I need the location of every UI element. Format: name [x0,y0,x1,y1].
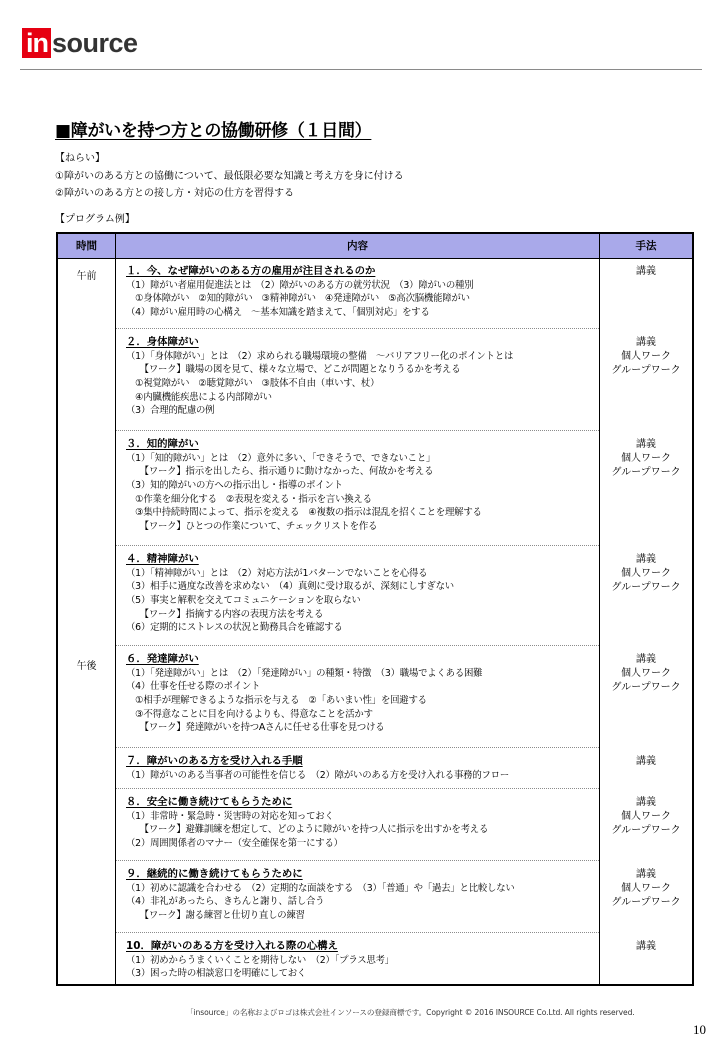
time-am: 午前 [76,271,97,282]
method-item: 個人ワーク [621,811,671,822]
header-divider [20,69,702,70]
section-line: 【ワーク】指摘する内容の表現方法を考える [126,608,324,620]
section-methods [600,553,692,595]
insource-logo [22,28,138,58]
aim-label: 【ねらい】 [55,153,105,164]
section-line: （1）「身体障がい」とは （2）求められる職場環境の整備 ～バリアフリー化のポイントとは [126,350,514,362]
logo-wordmark: source [52,28,138,58]
method-item: 講義 [636,869,656,880]
method-item: 講義 [636,654,656,665]
section-line: （1）「発達障がい」とは （2）「発達障がい」の種類・特徴 （3）職場でよくある困難 [126,667,483,679]
section-line: （1）障がいのある当事者の可能性を信じる （2）障がいのある方を受け入れる事務的フロー [126,769,510,781]
section-line: （4）障がい雇用時の心構え ～基本知識を踏まえて、「個別対応」をする [126,306,430,318]
method-item: 講義 [636,756,656,767]
program-section [126,335,600,418]
aim-block [55,150,404,203]
copyright-notice: 「insource」の名称およびロゴは株式会社インソースの登録商標です。Copyright © 2016 INSOURCE Co.Ltd. All rights reserved. [186,1008,635,1017]
method-item: 個人ワーク [621,453,671,464]
section-line: ③集中持続時間によって、指示を変える ④複数の指示は混乱を招くことを理解する [126,507,482,519]
section-title: ６．発達障がい [126,653,199,665]
program-label: 【プログラム例】 [55,214,135,225]
aim-item: ②障がいのある方との接し方・対応の仕方を習得する [55,188,294,199]
section-line: ①視覚障がい ②聴覚障がい ③肢体不自由（車いす、杖） [126,377,380,389]
section-line: 【ワーク】指示を出したら、指示通りに動けなかった、何故かを考える [126,466,434,478]
section-line: 【ワーク】発達障がいを持つAさんに任せる仕事を見つける [126,722,385,734]
header-method: 手法 [635,240,657,252]
section-title: ２．身体障がい [126,336,199,348]
program-section [126,939,600,981]
section-title: ８．安全に働き続けてもらうために [126,796,293,808]
section-line: （3）知的障がいの方への指示出し・指導のポイント [126,479,343,491]
program-section [126,552,600,635]
program-section [126,795,600,851]
section-title: 10．障がいのある方を受け入れる際の心構え [126,940,338,952]
section-separator [116,788,599,789]
section-line: （1）「精神障がい」とは （2）対応方法が1パターンでないことを心得る [126,567,428,579]
section-line: （2）周囲関係者のマナー（安全確保を第一にする） [126,837,343,849]
section-line: （1）「知的障がい」とは （2）意外に多い、「できそうで、できないこと」 [126,452,436,464]
section-line: ③不得意なことに目を向けるよりも、得意なことを活かす [126,708,373,720]
method-item: グループワーク [611,897,681,908]
section-separator [116,645,599,646]
method-item: グループワーク [611,582,681,593]
section-methods [600,336,692,378]
method-item: グループワーク [611,825,681,836]
method-item: 講義 [636,941,656,952]
section-separator [116,747,599,748]
section-line: 【ワーク】ひとつの作業について、チェックリストを作る [126,520,378,532]
section-title: ７．障がいのある方を受け入れる手順 [126,755,303,767]
time-pm: 午後 [76,661,97,672]
section-title: ４．精神障がい [126,553,199,565]
section-line: ①相手が理解できるような指示を与える ②「あいまい性」を回避する [126,694,427,706]
section-line: （4）非礼があったら、きちんと謝り、話し合う [126,896,325,908]
method-item: グループワーク [611,365,681,376]
method-item: 講義 [636,439,656,450]
method-item: グループワーク [611,682,681,693]
section-line: ①身体障がい ②知的障がい ③精神障がい ④発達障がい ⑤高次脳機能障がい [126,293,470,305]
method-item: 個人ワーク [621,568,671,579]
program-section [126,652,600,735]
program-section [126,437,600,534]
section-line: 【ワーク】避難訓練を想定して、どのように障がいを持つ人に指示を出すかを考える [126,824,489,836]
method-item: 講義 [636,337,656,348]
section-methods [600,265,692,279]
section-title: ９．継続的に働き続けてもらうために [126,868,303,880]
section-line: （3）相手に過度な改善を求めない （4）真剣に受け取るが、深刻にしすぎない [126,581,454,593]
section-line: 【ワーク】職場の図を見て、様々な立場で、どこが問題となりうるかを考える [126,364,461,376]
column-divider [115,234,116,984]
page-title: ■障がいを持つ方との協働研修（１日間） [55,121,372,141]
section-line: （1）初めからうまくいくことを期待しない （2）「プラス思考」 [126,954,394,966]
section-line: （1）障がい者雇用促進法とは （2）障がいのある方の就労状況 （3）障がいの種別 [126,279,474,291]
section-line: （6）定期的にストレスの状況と勤務具合を確認する [126,622,343,634]
section-line: （3）困った時の相談窓口を明確にしておく [126,968,307,980]
program-table [56,232,694,986]
method-item: 個人ワーク [621,668,671,679]
program-section [126,867,600,923]
header-content: 内容 [347,240,368,252]
section-title: ３．知的障がい [126,438,199,450]
section-methods [600,438,692,480]
section-methods [600,796,692,838]
program-section [126,264,600,320]
section-title: １．今、なぜ障がいのある方の雇用が注目されるのか [126,265,376,277]
section-line: ①作業を細分化する ②表現を変える・指示を言い換える [126,493,372,505]
section-line: 【ワーク】謝る練習と仕切り直しの練習 [126,909,305,921]
section-methods [600,653,692,695]
page-number: 10 [693,1022,706,1037]
section-separator [116,545,599,546]
logo-in-mark: in [22,28,51,58]
section-separator [116,430,599,431]
program-section [126,754,600,782]
method-item: 個人ワーク [621,351,671,362]
section-methods [600,868,692,910]
table-header [58,234,692,259]
method-item: 個人ワーク [621,883,671,894]
method-item: グループワーク [611,467,681,478]
section-line: （1）初めに認識を合わせる （2）定期的な面談をする （3）「普通」や「過去」と比較しない [126,882,515,894]
section-methods [600,755,692,769]
section-line: ④内臓機能疾患による内部障がい [126,391,272,403]
section-separator [116,328,599,329]
method-item: 講義 [636,554,656,565]
section-line: （1）非常時・緊急時・災害時の対応を知っておく [126,810,334,822]
aim-item: ①障がいのある方との協働について、最低限必要な知識と考え方を身に付ける [55,170,404,182]
header-time: 時間 [76,240,97,252]
section-separator [116,932,599,933]
method-item: 講義 [636,266,656,277]
method-item: 講義 [636,797,656,808]
section-line: （5）事実と解釈を交えてコミュニケーションを取らない [126,594,361,606]
section-methods [600,940,692,954]
section-line: （3）合理的配慮の例 [126,405,215,417]
section-line: （4）仕事を任せる際のポイント [126,681,261,693]
section-separator [116,860,599,861]
